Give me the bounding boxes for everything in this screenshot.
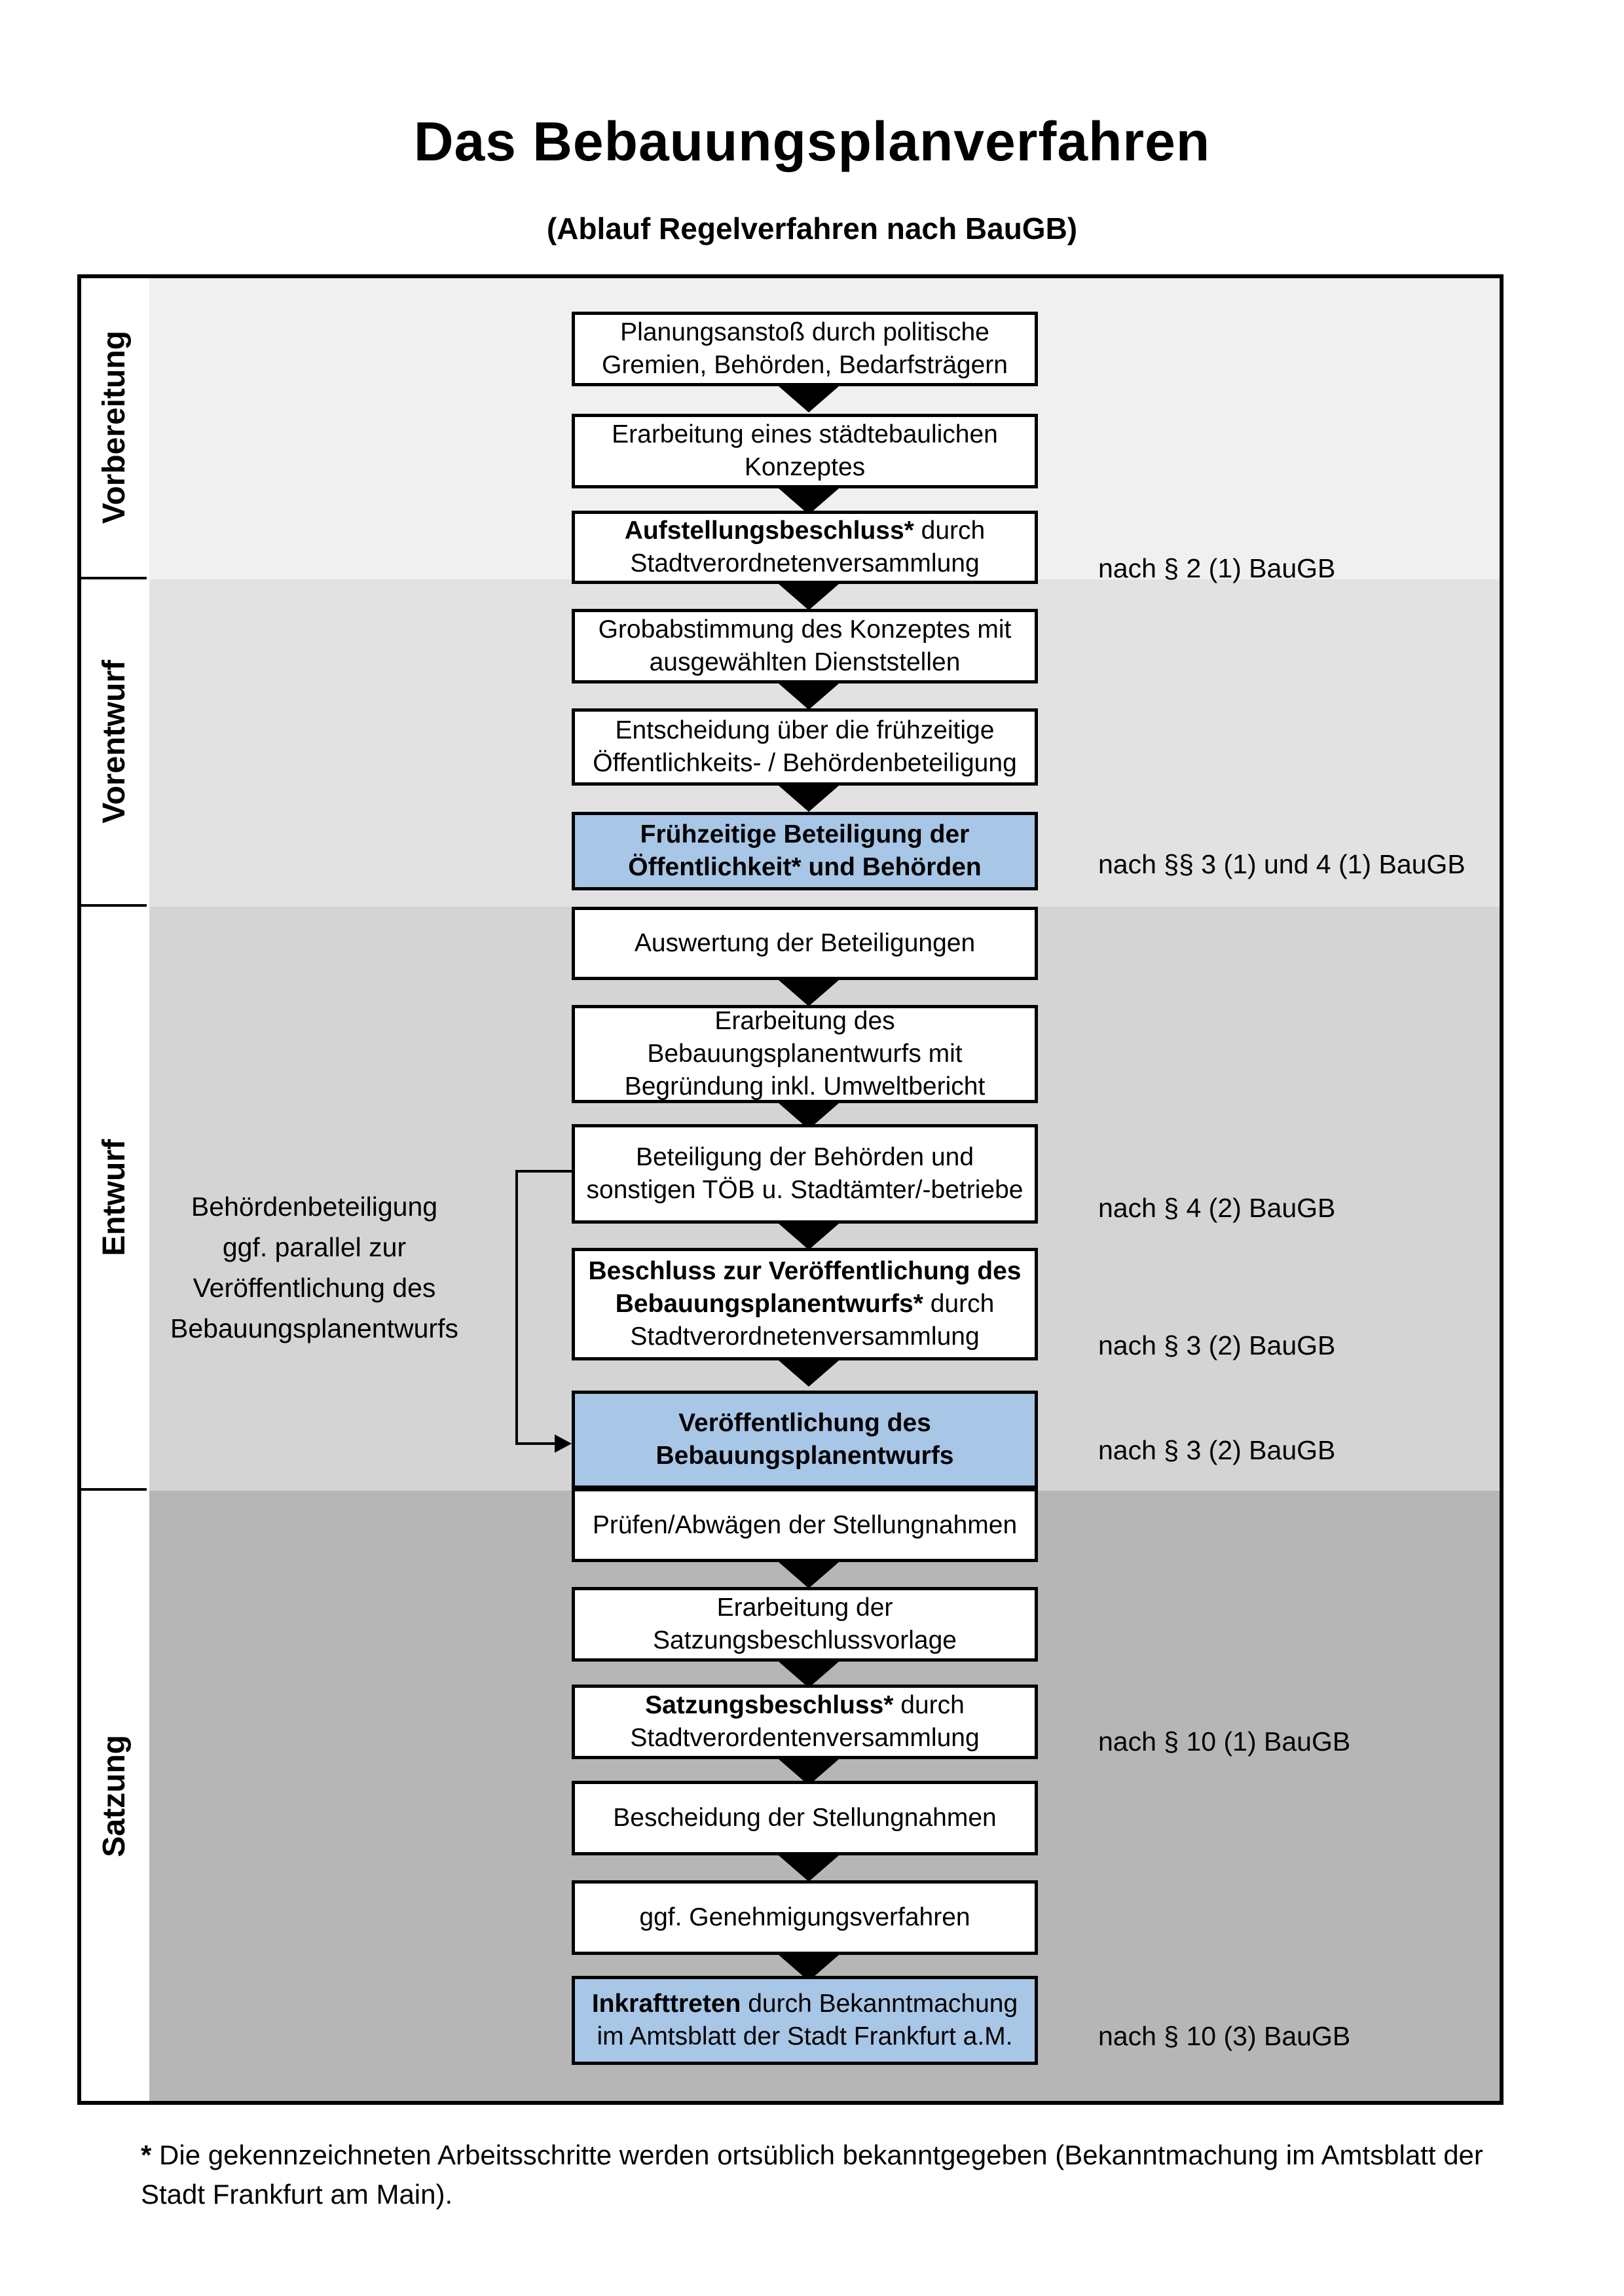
step-box-beschluss-veroeffentlichung xyxy=(572,1248,1038,1360)
step-box-fruehzeitige-beteiligung xyxy=(572,812,1038,890)
step-line: sonstigen TÖB u. Stadtämter/-betriebe xyxy=(586,1176,1024,1204)
step-line: Öffentlichkeit* und Behörden xyxy=(628,853,982,881)
legal-annotation: nach § 4 (2) BauGB xyxy=(1098,1193,1336,1223)
step-box-satzungsbeschluss xyxy=(572,1685,1038,1759)
side-note-line: Veröffentlichung des xyxy=(193,1273,436,1303)
step-box-beteiligung-behoerden-toeb xyxy=(572,1124,1038,1224)
step-box-aufstellungsbeschluss xyxy=(572,511,1038,584)
step-line: Bescheidung der Stellungnahmen xyxy=(613,1804,997,1832)
step-box-staedtebauliches-konzept xyxy=(572,414,1038,488)
page-subtitle: (Ablauf Regelverfahren nach BauGB) xyxy=(546,211,1078,246)
flowchart-frame xyxy=(77,274,1504,2105)
step-line: Bebauungsplanentwurfs mit xyxy=(647,1040,963,1068)
step-box-bescheidung-stellungnahmen xyxy=(572,1781,1038,1855)
step-line: Veröffentlichung des xyxy=(678,1409,931,1437)
side-note xyxy=(157,1186,471,1349)
step-line: Grobabstimmung des Konzeptes mit xyxy=(598,615,1012,644)
step-line: ausgewählten Dienststellen xyxy=(649,648,961,676)
step-box-inkrafttreten xyxy=(572,1976,1038,2065)
step-line: Erarbeitung der xyxy=(716,1594,893,1622)
step-box-satzungsbeschlussvorlage xyxy=(572,1587,1038,1662)
step-line: im Amtsblatt der Stadt Frankfurt a.M. xyxy=(597,2022,1013,2050)
side-note-line: Behördenbeteiligung xyxy=(191,1192,438,1222)
flow-arrow-down-icon xyxy=(779,1855,839,1882)
parallel-connector-line-bottom xyxy=(515,1442,556,1445)
step-line: Erarbeitung des xyxy=(714,1007,895,1035)
phase-label-cell-vorbereitung xyxy=(81,278,147,579)
step-line: Gremien, Behörden, Bedarfsträgern xyxy=(601,351,1008,379)
legal-annotation: nach § 3 (2) BauGB xyxy=(1098,1330,1336,1360)
step-line: Konzeptes xyxy=(744,453,866,481)
phase-label-cell-vorentwurf xyxy=(81,579,147,907)
side-note-line: Bebauungsplanentwurfs xyxy=(170,1313,458,1343)
step-box-auswertung-beteiligungen xyxy=(572,907,1038,980)
side-note-line: ggf. parallel zur xyxy=(222,1232,407,1262)
step-line: Bebauungsplanentwurfs xyxy=(655,1442,954,1470)
step-line: Frühzeitige Beteiligung der xyxy=(640,820,970,848)
flow-arrow-down-icon xyxy=(779,786,839,812)
flow-arrow-down-icon xyxy=(779,584,839,610)
step-line: Stadtverordnetenversammlung xyxy=(630,549,980,577)
step-line: Erarbeitung eines städtebaulichen xyxy=(612,420,998,448)
step-line: Entscheidung über die frühzeitige xyxy=(615,716,995,744)
step-line: Stadtverordentenversammlung xyxy=(630,1724,980,1752)
legal-annotation: nach §§ 3 (1) und 4 (1) BauGB xyxy=(1098,849,1466,879)
step-line: Öffentlichkeits- / Behördenbeteiligung xyxy=(593,749,1017,777)
step-line: Begründung inkl. Umweltbericht xyxy=(624,1072,986,1101)
phase-label-vorentwurf: Vorentwurf xyxy=(96,660,132,824)
step-box-genehmigungsverfahren xyxy=(572,1880,1038,1955)
flow-arrow-down-icon xyxy=(779,386,839,412)
step-line: Satzungsbeschlussvorlage xyxy=(653,1626,957,1654)
step-line: Aufstellungsbeschluss* durch xyxy=(624,517,986,545)
step-box-planungsanstoss xyxy=(572,312,1038,386)
step-box-grobabstimmung xyxy=(572,609,1038,683)
step-box-entscheidung-fruehzeitige-beteiligung xyxy=(572,708,1038,786)
step-box-erarbeitung-bebauungsplanentwurf xyxy=(572,1005,1038,1103)
step-line: Auswertung der Beteiligungen xyxy=(634,929,976,957)
step-line: ggf. Genehmigungsverfahren xyxy=(639,1903,970,1931)
footnote-text: Die gekennzeichneten Arbeitsschritte werden ortsüblich bekanntgegeben (Bekanntmachung im Amtsblatt der Stadt Frankfurt am Main). xyxy=(141,2140,1483,2210)
flow-arrow-down-icon xyxy=(779,683,839,710)
parallel-connector-arrow-icon xyxy=(555,1434,572,1453)
flow-arrow-down-icon xyxy=(779,1224,839,1250)
step-line: Prüfen/Abwägen der Stellungnahmen xyxy=(592,1510,1018,1539)
phase-label-entwurf: Entwurf xyxy=(96,1139,132,1256)
step-line: Bebauungsplanentwurfs* durch xyxy=(615,1290,995,1318)
flow-arrow-down-icon xyxy=(779,1360,839,1387)
step-line: Planungsanstoß durch politische xyxy=(620,318,989,346)
step-box-pruefen-abwaegen xyxy=(572,1488,1038,1562)
phase-label-cell-satzung xyxy=(81,1491,147,2101)
legal-annotation: nach § 10 (3) BauGB xyxy=(1098,2021,1351,2051)
step-line: Satzungsbeschluss* durch xyxy=(645,1691,965,1719)
page-title: Das Bebauungsplanverfahren xyxy=(413,111,1211,172)
flow-arrow-down-icon xyxy=(779,980,839,1006)
legal-annotation: nach § 2 (1) BauGB xyxy=(1098,553,1336,583)
step-line: Stadtverordnetenversammlung xyxy=(630,1322,980,1351)
phase-label-vorbereitung: Vorbereitung xyxy=(96,331,132,524)
step-line: Beschluss zur Veröffentlichung des xyxy=(588,1257,1022,1285)
footnote xyxy=(141,2136,1516,2214)
flow-arrow-down-icon xyxy=(779,1562,839,1588)
flow-arrow-down-icon xyxy=(779,1662,839,1688)
parallel-connector-line xyxy=(515,1170,572,1444)
phase-label-satzung: Satzung xyxy=(96,1734,132,1857)
legal-annotation: nach § 3 (2) BauGB xyxy=(1098,1435,1336,1465)
phase-label-cell-entwurf xyxy=(81,907,147,1491)
legal-annotation: nach § 10 (1) BauGB xyxy=(1098,1726,1351,1757)
step-line: Beteiligung der Behörden und xyxy=(635,1143,974,1171)
footnote-asterisk: * xyxy=(141,2140,152,2170)
step-line: Inkrafttreten durch Bekanntmachung xyxy=(591,1990,1018,2018)
step-box-veroeffentlichung-entwurf xyxy=(572,1391,1038,1489)
